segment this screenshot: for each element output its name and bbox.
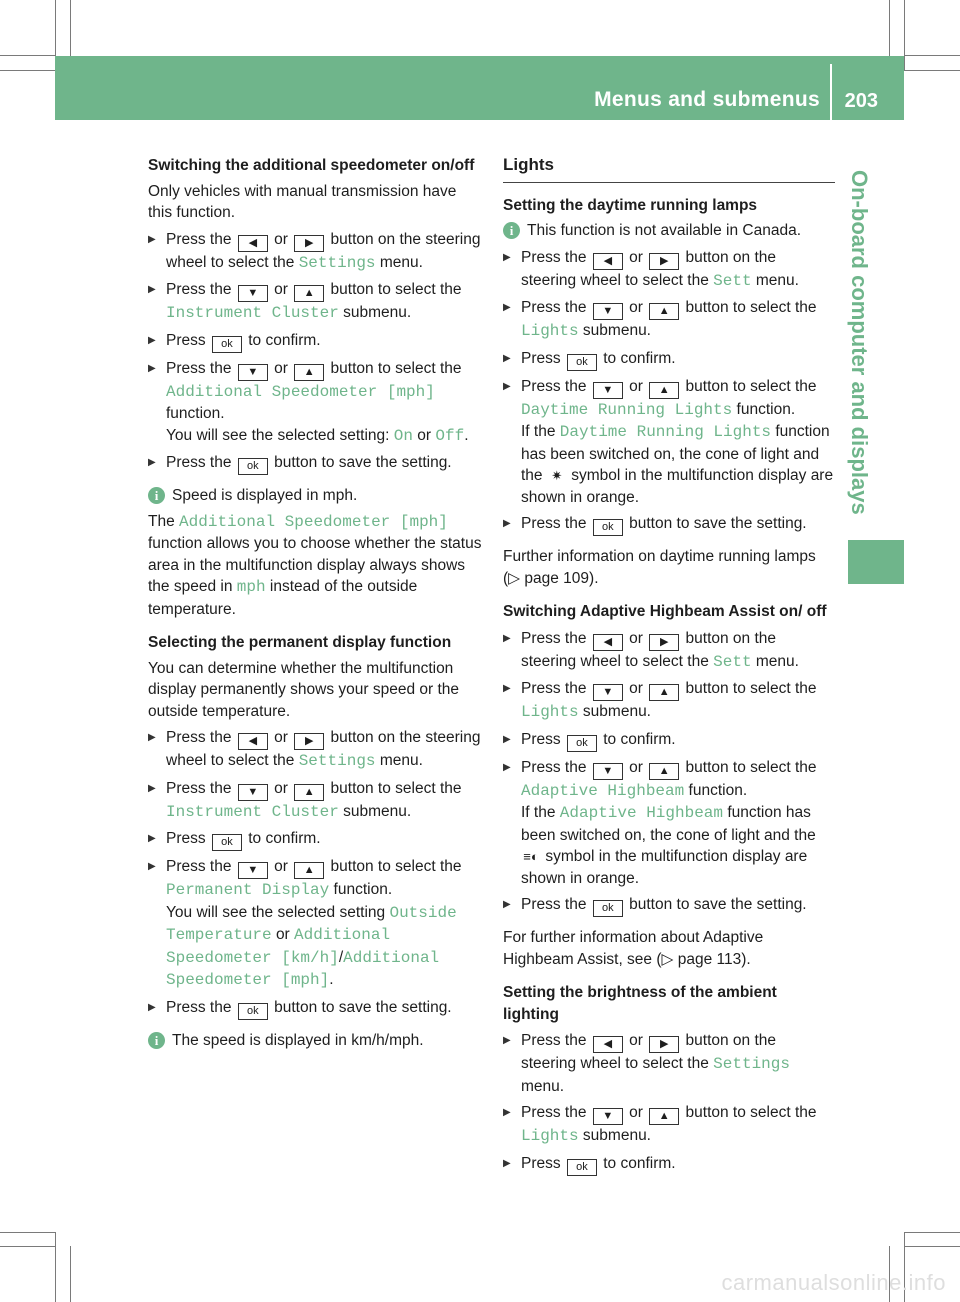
header-divider bbox=[830, 64, 832, 120]
section-heading: Selecting the permanent display function bbox=[148, 634, 452, 651]
ok-key-icon: ok bbox=[238, 458, 268, 475]
step: ▶ Press the ▼ or ▲ button to select the Additional Speedometer [mph] function. You will see the selected setting: On or Off. bbox=[148, 358, 483, 448]
info-icon: i bbox=[148, 1032, 165, 1049]
right-arrow-icon: ▶ bbox=[294, 733, 324, 750]
paragraph: Only vehicles with manual transmission have this function. bbox=[148, 182, 457, 221]
info-note: i Speed is displayed in mph. bbox=[148, 485, 483, 507]
right-arrow-icon: ▶ bbox=[649, 1036, 679, 1053]
crop-mark bbox=[0, 1232, 55, 1233]
down-arrow-icon: ▼ bbox=[593, 303, 623, 320]
step: ▶ Press the ▼ or ▲ button to select the Daytime Running Lights function. If the Daytime Running Lights function has been switched on, the cone of light and the ✷ symbol in the multifunction display are shown in orange. bbox=[503, 376, 835, 509]
down-arrow-icon: ▼ bbox=[238, 285, 268, 302]
crop-mark bbox=[0, 1246, 55, 1247]
ok-key-icon: ok bbox=[593, 519, 623, 536]
left-arrow-icon: ◀ bbox=[593, 253, 623, 270]
crop-mark bbox=[904, 1232, 960, 1233]
up-arrow-icon: ▲ bbox=[649, 684, 679, 701]
crop-mark bbox=[0, 70, 55, 71]
step: ▶ Press the ◀ or ▶ button on the steering wheel to select the Sett menu. bbox=[503, 628, 835, 674]
section-heading: Switching the additional speedometer on/off bbox=[148, 157, 475, 174]
section-title: Lights bbox=[503, 154, 835, 183]
step: ▶ Press ok to confirm. bbox=[148, 828, 483, 851]
up-arrow-icon: ▲ bbox=[294, 285, 324, 302]
step: ▶ Press the ▼ or ▲ button to select the Lights submenu. bbox=[503, 297, 835, 343]
paragraph: The Additional Speedometer [mph] function allows you to choose whether the status area in the multifunction display always shows the speed in mph instead of the outside temperature. bbox=[148, 512, 482, 618]
info-note: i This function is not available in Canada. bbox=[503, 220, 835, 242]
ok-key-icon: ok bbox=[238, 1003, 268, 1020]
step: ▶ Press the ok button to save the setting. bbox=[148, 452, 483, 475]
left-arrow-icon: ◀ bbox=[593, 634, 623, 651]
up-arrow-icon: ▲ bbox=[294, 862, 324, 879]
right-arrow-icon: ▶ bbox=[294, 235, 324, 252]
step: ▶ Press the ok button to save the setting. bbox=[503, 894, 835, 917]
up-arrow-icon: ▲ bbox=[649, 1108, 679, 1125]
crop-mark bbox=[904, 0, 905, 70]
ok-key-icon: ok bbox=[567, 735, 597, 752]
crop-mark bbox=[70, 0, 71, 56]
left-arrow-icon: ◀ bbox=[593, 1036, 623, 1053]
right-arrow-icon: ▶ bbox=[649, 253, 679, 270]
crop-mark bbox=[904, 70, 960, 71]
up-arrow-icon: ▲ bbox=[649, 382, 679, 399]
step: ▶ Press ok to confirm. bbox=[503, 1153, 835, 1176]
down-arrow-icon: ▼ bbox=[238, 364, 268, 381]
step: ▶ Press the ▼ or ▲ button to select the Lights submenu. bbox=[503, 678, 835, 724]
side-tab-label: On-board computer and displays bbox=[847, 170, 872, 515]
side-tab bbox=[846, 170, 872, 530]
left-arrow-icon: ◀ bbox=[238, 733, 268, 750]
up-arrow-icon: ▲ bbox=[294, 784, 324, 801]
watermark: carmanualsonline.info bbox=[721, 1270, 946, 1295]
right-arrow-icon: ▶ bbox=[649, 634, 679, 651]
section-heading: Switching Adaptive Highbeam Assist on/ off bbox=[503, 603, 827, 620]
step: ▶ Press the ok button to save the setting. bbox=[503, 513, 835, 536]
step: ▶ Press the ◀ or ▶ button on the steering wheel to select the Settings menu. bbox=[148, 229, 483, 275]
down-arrow-icon: ▼ bbox=[238, 784, 268, 801]
crop-mark bbox=[70, 1246, 71, 1302]
step: ▶ Press ok to confirm. bbox=[503, 348, 835, 371]
left-column bbox=[148, 150, 483, 1051]
down-arrow-icon: ▼ bbox=[593, 763, 623, 780]
right-column bbox=[503, 150, 835, 1176]
ok-key-icon: ok bbox=[212, 336, 242, 353]
step: ▶ Press the ▼ or ▲ button to select the Instrument Cluster submenu. bbox=[148, 778, 483, 824]
crop-mark bbox=[904, 55, 960, 56]
header-title: Menus and submenus bbox=[594, 88, 820, 111]
left-arrow-icon: ◀ bbox=[238, 235, 268, 252]
step: ▶ Press ok to confirm. bbox=[503, 729, 835, 752]
down-arrow-icon: ▼ bbox=[593, 382, 623, 399]
step: ▶ Press the ▼ or ▲ button to select the Adaptive Highbeam function. If the Adaptive Highbeam function has been switched on, the cone of light and the ≡◐ symbol in the multifunction display are shown in orange. bbox=[503, 757, 835, 890]
step: ▶ Press the ◀ or ▶ button on the steering wheel to select the Settings menu. bbox=[503, 1030, 835, 1097]
section-heading: Setting the brightness of the ambient lighting bbox=[503, 984, 777, 1023]
step: ▶ Press the ▼ or ▲ button to select the Lights submenu. bbox=[503, 1102, 835, 1148]
side-tab-marker bbox=[848, 540, 904, 584]
crop-mark bbox=[904, 1246, 960, 1247]
ok-key-icon: ok bbox=[567, 354, 597, 371]
down-arrow-icon: ▼ bbox=[238, 862, 268, 879]
daytime-running-light-icon: ✷ bbox=[551, 468, 563, 483]
step: ▶ Press the ◀ or ▶ button on the steering wheel to select the Sett menu. bbox=[503, 247, 835, 293]
info-icon: i bbox=[503, 222, 520, 239]
step: ▶ Press the ▼ or ▲ button to select the Permanent Display function. You will see the selected setting Outside Temperature or Additional Speedometer [km/h]/Additional Speedometer [mph]. bbox=[148, 856, 483, 992]
ok-key-icon: ok bbox=[567, 1159, 597, 1176]
paragraph: You can determine whether the multifunction display permanently shows your speed or the outside temperature. bbox=[148, 659, 460, 720]
ok-key-icon: ok bbox=[593, 900, 623, 917]
high-beam-assist-icon: ≡◐ bbox=[523, 849, 539, 864]
ok-key-icon: ok bbox=[212, 834, 242, 851]
paragraph: For further information about Adaptive Highbeam Assist, see (▷ page 113). bbox=[503, 929, 764, 968]
info-icon: i bbox=[148, 487, 165, 504]
down-arrow-icon: ▼ bbox=[593, 684, 623, 701]
crop-mark bbox=[0, 55, 55, 56]
page-number: 203 bbox=[844, 90, 878, 112]
paragraph: Further information on daytime running lamps (▷ page 109). bbox=[503, 548, 816, 587]
step: ▶ Press the ok button to save the setting. bbox=[148, 997, 483, 1020]
crop-mark bbox=[55, 1232, 56, 1302]
step: ▶ Press ok to confirm. bbox=[148, 330, 483, 353]
up-arrow-icon: ▲ bbox=[294, 364, 324, 381]
section-heading: Setting the daytime running lamps bbox=[503, 196, 758, 214]
up-arrow-icon: ▲ bbox=[649, 763, 679, 780]
step: ▶ Press the ▼ or ▲ button to select the Instrument Cluster submenu. bbox=[148, 279, 483, 325]
page-header bbox=[55, 56, 904, 120]
info-note: i The speed is displayed in km/h/mph. bbox=[148, 1030, 483, 1052]
crop-mark bbox=[889, 0, 890, 56]
step: ▶ Press the ◀ or ▶ button on the steering wheel to select the Settings menu. bbox=[148, 727, 483, 773]
up-arrow-icon: ▲ bbox=[649, 303, 679, 320]
down-arrow-icon: ▼ bbox=[593, 1108, 623, 1125]
